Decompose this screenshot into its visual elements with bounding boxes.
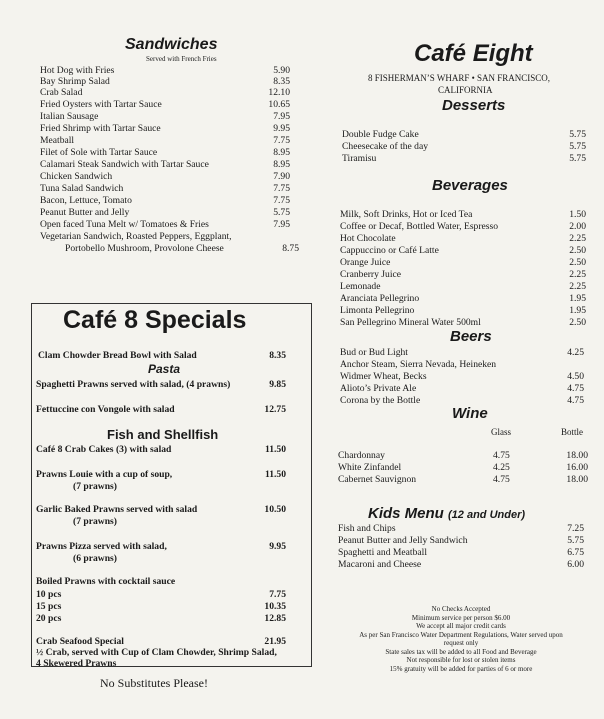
- item-price: 7.95: [273, 219, 290, 230]
- item-name: Prawns Pizza served with salad,: [36, 541, 167, 552]
- item-price: 9.85: [269, 379, 286, 390]
- item-price: 5.75: [273, 207, 290, 218]
- item-name: Spaghetti Prawns served with salad, (4 prawns): [36, 379, 231, 390]
- kids-title: [368, 505, 525, 522]
- item-price: 4.75: [567, 383, 584, 394]
- item-price: 12.85: [264, 613, 286, 624]
- item-price: 8.35: [273, 76, 290, 87]
- item-name: Peanut Butter and Jelly: [40, 207, 130, 218]
- item-name: Garlic Baked Prawns served with salad: [36, 504, 198, 515]
- item-name: Hot Chocolate: [340, 233, 396, 244]
- item-name: Limonta Pellegrino: [340, 305, 415, 316]
- item-name: 10 pcs: [36, 589, 62, 600]
- item-price: 8.95: [273, 159, 290, 170]
- item-glass-price: 4.75: [493, 474, 510, 485]
- item-bottle-price: 18.00: [566, 474, 588, 485]
- item-name: 15 pcs: [36, 601, 62, 612]
- footer-note: Minimum service per person $6.00: [411, 613, 511, 622]
- item-price: 5.75: [569, 141, 586, 152]
- cafe-title: Café Eight: [414, 40, 533, 67]
- footer-note: As per San Francisco Water Department Regulations, Water served upon: [359, 630, 563, 639]
- item-name: Widmer Wheat, Becks: [340, 371, 427, 382]
- kids-title-suffix: (12 and Under): [448, 509, 526, 521]
- item-price: 7.75: [269, 589, 286, 600]
- item-price: 2.50: [569, 317, 586, 328]
- item-glass-price: 4.25: [493, 462, 510, 473]
- item-name: Crab Salad: [40, 87, 83, 98]
- item-name: Café 8 Crab Cakes (3) with salad: [36, 444, 172, 455]
- item-price: 5.75: [569, 129, 586, 140]
- item-price: 4.25: [567, 347, 584, 358]
- item-price: 2.25: [569, 281, 586, 292]
- item-name: Crab Seafood Special: [36, 636, 124, 647]
- item-name: Cabernet Sauvignon: [338, 474, 417, 485]
- item-price: 8.75: [282, 243, 299, 254]
- item-name: Peanut Butter and Jelly Sandwich: [338, 535, 468, 546]
- sandwiches-subtitle: Served with French Fries: [146, 55, 217, 63]
- item-price: 10.35: [264, 601, 286, 612]
- item-name: Bay Shrimp Salad: [40, 76, 110, 87]
- item-price: 10.65: [268, 99, 290, 110]
- item-price: 1.50: [569, 209, 586, 220]
- boiled-title: Boiled Prawns with cocktail sauce: [36, 576, 176, 587]
- item-price: 7.90: [273, 171, 290, 182]
- item-name: White Zinfandel: [338, 462, 402, 473]
- item-price: 2.25: [569, 233, 586, 244]
- item-price: 5.75: [569, 153, 586, 164]
- item-name: Bud or Bud Light: [340, 347, 408, 358]
- address-line1: 8 FISHERMAN’S WHARF • SAN FRANCISCO,: [368, 73, 551, 83]
- footer-note: We accept all major credit cards: [416, 622, 506, 630]
- footer-note: request only: [443, 639, 479, 647]
- item-bottle-price: 18.00: [566, 450, 588, 461]
- pasta-title: Pasta: [148, 362, 181, 376]
- item-price: 4.50: [567, 371, 584, 382]
- beverages-title: Beverages: [432, 177, 508, 194]
- item-price: 7.95: [273, 111, 290, 122]
- item-price: 1.95: [569, 293, 586, 304]
- item-name: Hot Dog with Fries: [40, 65, 115, 76]
- item-name: Milk, Soft Drinks, Hot or Iced Tea: [340, 209, 473, 220]
- item-name: Chardonnay: [338, 450, 385, 461]
- item-price: 6.75: [567, 547, 584, 558]
- item-price: 2.25: [569, 269, 586, 280]
- footer-note: 15% gratuity will be added for parties of 6 or more: [389, 664, 533, 673]
- item-price: 12.10: [268, 87, 290, 98]
- item-price: 2.00: [569, 221, 586, 232]
- garlic-line2: (7 prawns): [73, 516, 117, 527]
- kids-title-text: Kids Menu: [368, 505, 444, 522]
- item-name: Corona by the Bottle: [340, 395, 421, 406]
- item-name: Clam Chowder Bread Bowl with Salad: [38, 350, 197, 361]
- item-name: Lemonade: [340, 281, 381, 292]
- item-name: Filet of Sole with Tartar Sauce: [40, 147, 158, 158]
- item-name: 20 pcs: [36, 613, 62, 624]
- item-price: 9.95: [273, 123, 290, 134]
- item-price: 11.50: [264, 469, 286, 480]
- sandwiches-title: Sandwiches: [125, 36, 218, 53]
- footer-notes: [330, 605, 592, 673]
- item-price: 21.95: [264, 636, 286, 647]
- no-substitutes-note: No Substitutes Please!: [100, 676, 208, 690]
- item-price: 8.95: [273, 147, 290, 158]
- item-name: Cappuccino or Café Latte: [340, 245, 439, 256]
- item-name: Chicken Sandwich: [40, 171, 113, 182]
- item-price: 7.75: [273, 195, 290, 206]
- footer-note: State sales tax will be added to all Food and Beverage: [385, 647, 537, 656]
- item-price: 9.95: [269, 541, 286, 552]
- item-price: 5.75: [567, 535, 584, 546]
- item-name: Open faced Tuna Melt w/ Tomatoes & Fries: [40, 219, 209, 230]
- item-price: 1.95: [569, 305, 586, 316]
- item-name: Calamari Steak Sandwich with Tartar Sauce: [40, 159, 209, 170]
- item-price: 7.75: [273, 135, 290, 146]
- footer-note: No Checks Accepted: [431, 605, 491, 613]
- item-name: Italian Sausage: [40, 111, 99, 122]
- item-name: Portobello Mushroom, Provolone Cheese: [65, 243, 224, 254]
- item-name: Fettuccine con Vongole with salad: [36, 404, 175, 415]
- item-bottle-price: 16.00: [566, 462, 588, 473]
- pizza-line2: (6 prawns): [73, 553, 117, 564]
- fish-shellfish-title: Fish and Shellfish: [107, 427, 219, 442]
- item-name: Fried Shrimp with Tartar Sauce: [40, 123, 161, 134]
- item-price: 10.50: [264, 504, 286, 515]
- item-name: San Pellegrino Mineral Water 500ml: [340, 317, 481, 328]
- item-name: Cheesecake of the day: [342, 141, 429, 152]
- item-name: Bacon, Lettuce, Tomato: [40, 195, 132, 206]
- item-price: 6.00: [567, 559, 584, 570]
- beers-title: Beers: [450, 328, 492, 345]
- item-name: Prawns Louie with a cup of soup,: [36, 469, 173, 480]
- item-name: Alioto’s Private Ale: [340, 383, 417, 394]
- desserts-title: Desserts: [442, 97, 506, 114]
- louie-line2: (7 prawns): [73, 481, 117, 492]
- wine-title: Wine: [452, 405, 488, 422]
- item-price: 7.25: [567, 523, 584, 534]
- footer-note: Not responsible for lost or stolen items: [406, 656, 516, 664]
- wine-col-glass: Glass: [491, 427, 511, 437]
- wine-col-bottle: Bottle: [561, 427, 583, 437]
- item-name: Tuna Salad Sandwich: [40, 183, 124, 194]
- item-name: Double Fudge Cake: [342, 129, 419, 140]
- item-name: Orange Juice: [340, 257, 391, 268]
- item-name: Macaroni and Cheese: [338, 559, 422, 570]
- item-price: 8.35: [269, 350, 286, 361]
- item-price: 12.75: [264, 404, 286, 415]
- item-name: Cranberry Juice: [340, 269, 402, 280]
- item-name: Fried Oysters with Tartar Sauce: [40, 99, 162, 110]
- item-name: Coffee or Decaf, Bottled Water, Espresso: [340, 221, 499, 232]
- crab-special-line2: ½ Crab, served with Cup of Clam Chowder, Shrimp Salad,: [36, 647, 277, 658]
- item-price: 5.90: [273, 65, 290, 76]
- item-price: 7.75: [273, 183, 290, 194]
- veg-line1: Vegetarian Sandwich, Roasted Peppers, Eggplant,: [40, 231, 232, 242]
- address-line2: CALIFORNIA: [438, 85, 493, 95]
- item-price: 11.50: [264, 444, 286, 455]
- item-name: Anchor Steam, Sierra Nevada, Heineken: [340, 359, 497, 370]
- item-price: 4.75: [567, 395, 584, 406]
- specials-title: Café 8 Specials: [63, 306, 247, 334]
- item-price: 2.50: [569, 257, 586, 268]
- item-name: Tiramisu: [342, 153, 377, 164]
- item-name: Aranciata Pellegrino: [340, 293, 420, 304]
- item-price: 2.50: [569, 245, 586, 256]
- item-glass-price: 4.75: [493, 450, 510, 461]
- item-name: Meatball: [40, 135, 75, 146]
- item-name: Spaghetti and Meatball: [338, 547, 427, 558]
- crab-special-line3: 4 Skewered Prawns: [36, 658, 117, 669]
- item-name: Fish and Chips: [338, 523, 396, 534]
